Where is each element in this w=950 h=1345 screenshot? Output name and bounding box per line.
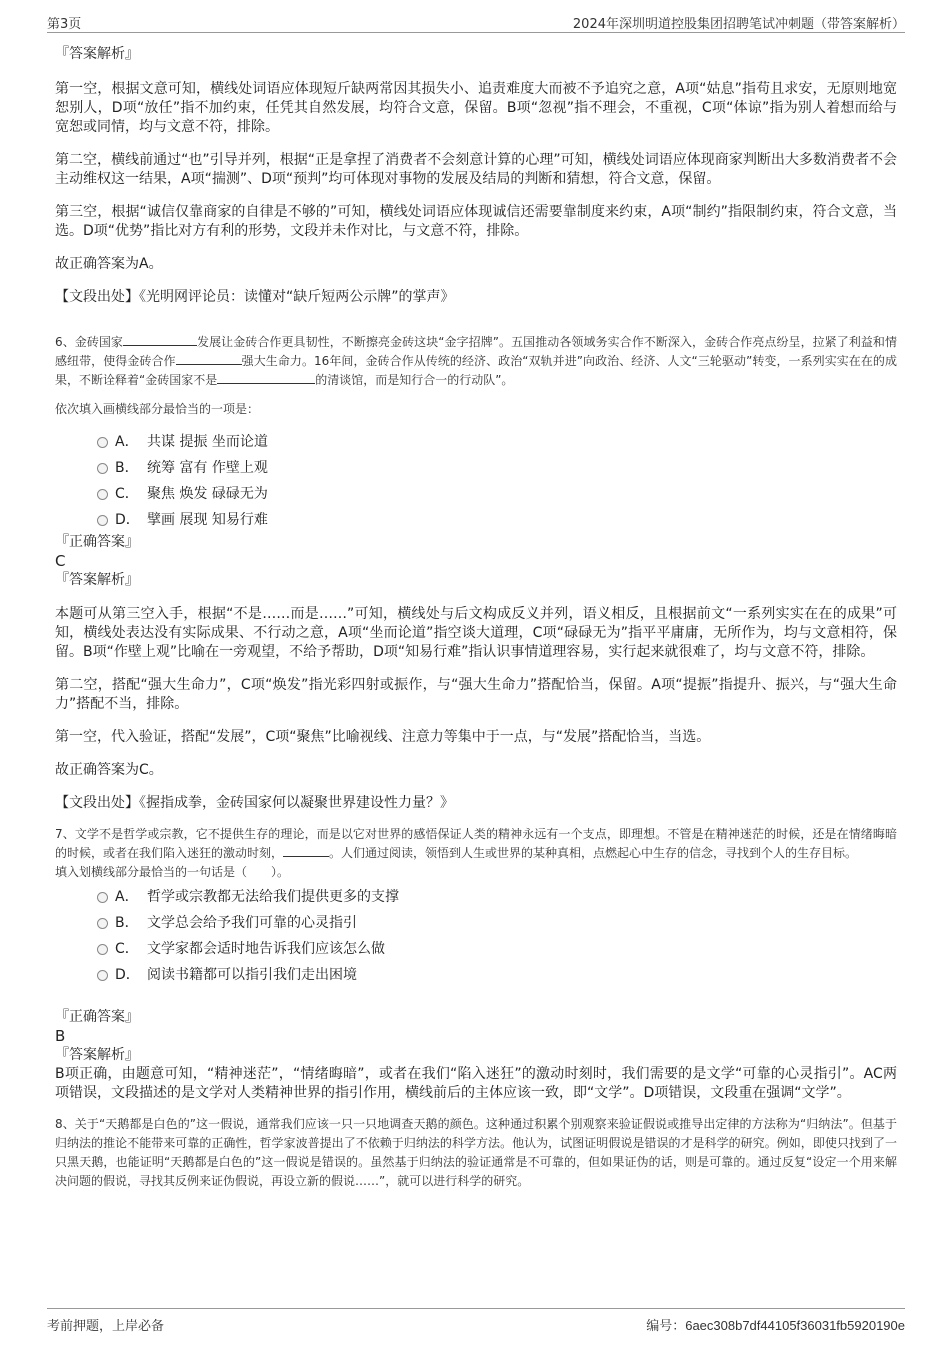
analysis-paragraph: 第三空，根据“诚信仅靠商家的自律是不够的”可知，横线处词语应体现诚信还需要靠制度来约束，A项“制约”指限制约束，符合文意，当选。D项“优势”指比对方有利的形势，文段并未作对比，与文意不符，排除。 [55,204,897,239]
question-6 [55,333,897,813]
footer-slogan: 考前押题，上岸必备 [47,1319,165,1334]
options-list [55,429,897,533]
document-code: 编号：6aec308b7df44105f36031fb5920190e [646,1318,905,1333]
option-c[interactable]: C． 文学家都会适时地告诉我们应该怎么做 [55,936,897,962]
options-list [55,884,897,988]
fill-blank [283,844,329,857]
radio-icon[interactable] [97,918,108,929]
question-prompt: 填入划横线部分最恰当的一句话是（ ）。 [55,865,290,879]
analysis-conclusion: 故正确答案为A。 [55,256,163,272]
analysis-paragraph: 本题可从第三空入手，根据“不是……而是……”可知，横线处与后文构成反义并列，语义相反，且根据前文“一系列实实在在的成果”可知，横线处表达没有实际成果、不行动之意，A项“坐而论道”指空谈大道理，C项“碌碌无为”指平平庸庸，无所作为，均与文意相符，保留。B项“作壁上观”比喻在一旁观望，不给予帮助，D项“知易行难”指认识事情道理容易，实行起来就很难了，均与文意不符，排除。 [55,606,897,660]
page-header [47,10,905,33]
correct-answer-label: 『正确答案』 [55,1009,139,1025]
analysis-paragraph: 第二空，搭配“强大生命力”，C项“焕发”指光彩四射或振作，与“强大生命力”搭配恰当，保留。A项“提振”指提升、振兴，与“强大生命力”搭配不当，排除。 [55,677,897,712]
radio-icon[interactable] [97,892,108,903]
analysis-paragraph: 第二空，横线前通过“也”引导并列，根据“正是拿捏了消费者不会刻意计算的心理”可知，横线处词语应体现商家判断出大多数消费者不会主动维权这一结果，A项“揣测”、D项“预判”均可体现对事物的发展及结局的判断和猜想，符合文意，保留。 [55,152,897,187]
question-prompt: 依次填入画横线部分最恰当的一项是： [55,402,260,416]
correct-answer-label: 『正确答案』 [55,534,139,550]
option-a[interactable]: A． 哲学或宗教都无法给我们提供更多的支撑 [55,884,897,910]
page-number: 第3页 [47,17,82,32]
analysis-paragraph: B项正确，由题意可知，“精神迷茫”，“情绪晦暗”，或者在我们“陷入迷狂”的激动时刻时，我们需要的是文学“可靠的心灵指引”。AC两项错误，文段描述的是文学对人类精神世界的指引作用，横线前后的主体应该一致，即“文学”。D项错误，文段重在强调“文学”。 [55,1066,897,1101]
radio-icon[interactable] [97,944,108,955]
document-body [55,38,897,1191]
analysis-paragraph: 第一空，代入验证，搭配“发展”，C项“聚焦”比喻视线、注意力等集中于一点，与“发展”搭配恰当，当选。 [55,729,711,745]
correct-answer: B [55,1027,66,1045]
source-note: 【文段出处】《握指成拳，金砖国家何以凝聚世界建设性力量？》 [55,795,454,811]
question-8 [55,1115,897,1191]
question-5-analysis [55,45,897,307]
page-footer [47,1308,905,1334]
analysis-paragraph: 第一空，根据文意可知，横线处词语应体现短斤缺两常因其损失小、追责难度大而被不予追究之意，A项“姑息”指苟且求安，无原则地宽恕别人，D项“放任”指不加约束，任凭其自然发展，均符合文意，保留。B项“忽视”指不理会，不重视，C项“体谅”指为别人着想而给与宽恕或同情，均与文意不符，排除。 [55,81,897,135]
option-c[interactable]: C． 聚焦 焕发 碌碌无为 [55,481,897,507]
analysis-conclusion: 故正确答案为C。 [55,762,163,778]
fill-blank [217,371,315,384]
fill-blank [176,352,242,365]
document-title: 2024年深圳明道控股集团招聘笔试冲刺题（带答案解析） [572,17,905,32]
question-7 [55,825,897,1103]
option-d[interactable]: D． 阅读书籍都可以指引我们走出困境 [55,962,897,988]
correct-answer: C [55,552,66,570]
radio-icon[interactable] [97,489,108,500]
radio-icon[interactable] [97,437,108,448]
question-stem: 7、文学不是哲学或宗教，它不提供生存的理论，而是以它对世界的感悟保证人类的精神永远有一个支点，即理想。不管是在精神迷茫的时候，还是在情绪晦暗的时候，或者在我们陷入迷狂的激动时刻， 。人们通过阅读，领悟到人生或世界的某种真相，点燃起心中生存的信念，寻找到个人的生存目标。 [55,827,897,860]
fill-blank [123,333,197,346]
source-note: 【文段出处】《光明网评论员：读懂对“缺斤短两公示牌”的掌声》 [55,289,455,305]
option-d[interactable]: D． 擘画 展现 知易行难 [55,507,897,533]
radio-icon[interactable] [97,515,108,526]
radio-icon[interactable] [97,463,108,474]
analysis-label: 『答案解析』 [55,572,139,588]
analysis-label: 『答案解析』 [55,1047,139,1063]
radio-icon[interactable] [97,970,108,981]
document-code-value: 6aec308b7df44105f36031fb5920190e [685,1318,905,1333]
question-stem: 6、金砖国家 发展让金砖合作更具韧性，不断擦亮金砖这块“金字招牌”。五国推动各领域务实合作不断深入，金砖合作亮点纷呈，拉紧了利益和情感纽带，使得金砖合作 强大生命力。16年间，金砖合作从传统的经济、政治“双轨并进”向政治、经济、人文“三轮驱动”转变，一系列实实在在的成果，不断诠释着“金砖国家不是 的清谈馆，而是知行合一的行动队”。 [55,335,897,387]
option-a[interactable]: A． 共谋 提振 坐而论道 [55,429,897,455]
option-b[interactable]: B． 统筹 富有 作壁上观 [55,455,897,481]
question-stem: 8、关于“天鹅都是白色的”这一假说，通常我们应该一只一只地调查天鹅的颜色。这种通过积累个别观察来验证假说或推导出定律的方法称为“归纳法”。但基于归纳法的推论不能带来可靠的正确性，哲学家波普提出了不依赖于归纳法的科学方法。他认为，试图证明假说是错误的才是科学的研究。例如，即使只找到了一只黑天鹅，也能证明“天鹅都是白色的”这一假说是错误的。虽然基于归纳法的验证通常是不可靠的，但如果证伪的话，则是可靠的。通过反复“设定一个用来解决问题的假说，寻找其反例来证伪假说，再设立新的假说……”，就可以进行科学的研究。 [55,1117,897,1188]
analysis-label: 『答案解析』 [55,46,139,62]
option-b[interactable]: B． 文学总会给予我们可靠的心灵指引 [55,910,897,936]
